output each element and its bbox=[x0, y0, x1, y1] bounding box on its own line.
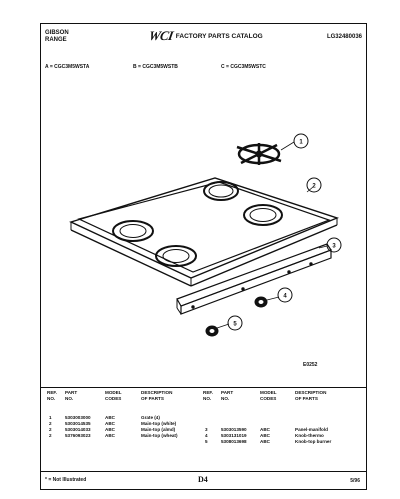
callout-3: 3 bbox=[332, 243, 336, 250]
figure-number: E0252 bbox=[303, 362, 318, 368]
callout-4: 4 bbox=[283, 293, 287, 300]
header-part-no: PART NO. bbox=[65, 390, 78, 401]
header-description: DESCRIPTION OF PARTS bbox=[141, 390, 173, 401]
manifold-panel-drawing bbox=[177, 244, 331, 314]
header-description-right: DESCRIPTION OF PARTS bbox=[295, 390, 327, 401]
header-part-no-right: PART NO. bbox=[221, 390, 234, 401]
footnote: * = Not Illustrated bbox=[45, 477, 87, 483]
main-top-drawing bbox=[71, 178, 337, 286]
header-ref-no-right: REF. NO. bbox=[203, 390, 213, 401]
table-top-rule bbox=[41, 387, 366, 388]
model-b: B = CGC3M5WSTB bbox=[133, 64, 178, 70]
document-id: LG32480036 bbox=[326, 34, 362, 40]
model-a: A = CGC3M5WSTA bbox=[45, 64, 90, 70]
page-number: D4 bbox=[198, 475, 208, 484]
catalog-page: GIBSON RANGE WCI FACTORY PARTS CATALOG LG32480036 A = CGC3M5WSTA B = CGC3M5WSTB C = CGC3M5WSTC 1 2 3 4 5 E0252 REF. NO. PART NO. MODEL CODES DESCRIPTION OF PARTS REF. NO. PART NO. MODEL CODES DESCRIPTION OF PARTS 1 5303003000 ABC Grate (4) 2 5303014535 ABC Main-top (white) 2 5303014033 ABC Main-top (almd) 2 5376093023 ABC Main-top (wheat) 3 5303013590 ABC Panel-manifold 4 5303131019 ABC Knob-thermo 5 5308013698 ABC Knob-top burner * = Not Illustrated D4 5/96 bbox=[40, 23, 367, 490]
grate-drawing bbox=[237, 143, 281, 165]
wci-logo: WCI bbox=[147, 28, 175, 43]
model-c: C = CGC3M5WSTC bbox=[221, 64, 266, 70]
callout-2: 2 bbox=[312, 183, 316, 190]
catalog-title: FACTORY PARTS CATALOG bbox=[175, 32, 263, 40]
header-model-codes: MODEL CODES bbox=[105, 390, 122, 401]
brand-line-2: RANGE bbox=[45, 37, 67, 43]
knob-thermo-drawing bbox=[255, 297, 267, 307]
revision-date: 5/96 bbox=[350, 478, 360, 484]
header-ref-no: REF. NO. bbox=[47, 390, 57, 401]
knob-burner-drawing bbox=[206, 326, 218, 336]
callout-5: 5 bbox=[233, 321, 237, 328]
callout-1: 1 bbox=[299, 139, 303, 146]
brand-line-1: GIBSON bbox=[45, 30, 69, 36]
table-bottom-rule bbox=[41, 471, 366, 472]
header-model-codes-right: MODEL CODES bbox=[260, 390, 277, 401]
parts-diagram bbox=[41, 24, 366, 364]
